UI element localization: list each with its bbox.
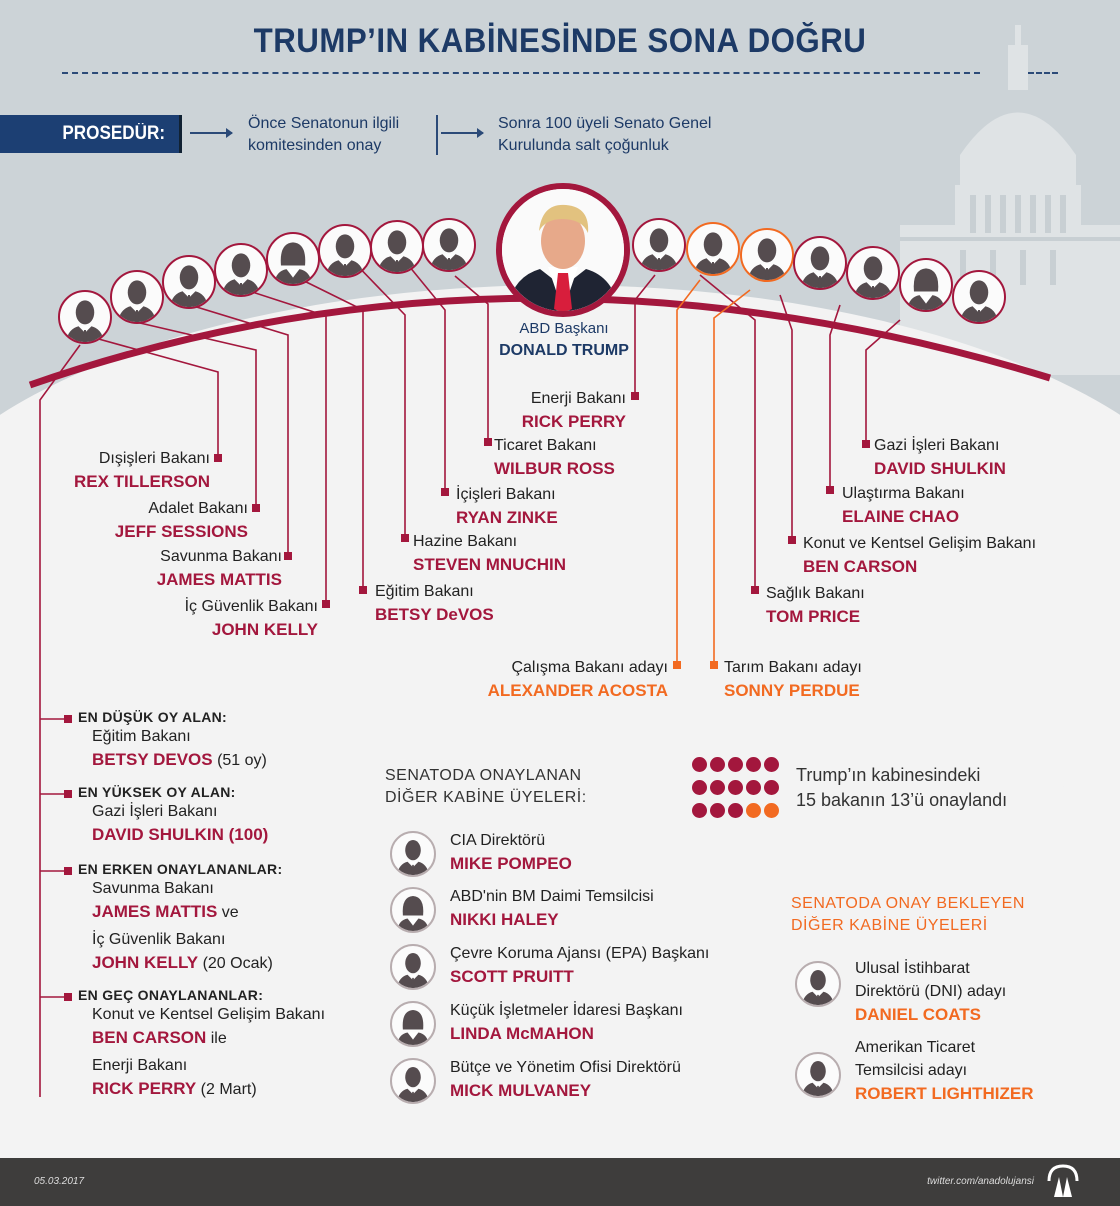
- person-male-icon: [390, 831, 436, 877]
- avatar-perry: [632, 218, 686, 272]
- cabinet-member: Hazine Bakanı STEVEN MNUCHIN: [413, 533, 567, 574]
- person-male-icon: [634, 220, 684, 270]
- avatar-mattis: [162, 255, 216, 309]
- approved-others-title: SENATODA ONAYLANAN DİĞER KABİNE ÜYELERİ:: [385, 767, 587, 806]
- cabinet-member: Savunma Bakanı JAMES MATTIS: [156, 548, 282, 589]
- person-male-icon: [795, 1052, 841, 1098]
- avatar-perdue: [740, 228, 794, 282]
- cabinet-member: Ulaştırma Bakanı ELAINE CHAO: [842, 485, 965, 526]
- avatar-zinke: [370, 220, 424, 274]
- cabinet-member: Gazi İşleri Bakanı DAVID SHULKIN: [874, 437, 1006, 478]
- stat-lowest-vote: EN DÜŞÜK OY ALAN: Eğitim Bakanı BETSY DEVOS (51 oy): [78, 709, 267, 769]
- avatar-acosta: [686, 222, 740, 276]
- anadolu-agency-logo-icon: [1046, 1163, 1080, 1199]
- cabinet-member: İçişleri Bakanı RYAN ZINKE: [456, 486, 558, 527]
- person-male-icon: [320, 226, 370, 276]
- person-female-icon: [390, 887, 436, 933]
- trump-portrait: [496, 183, 630, 317]
- cabinet-member: Sağlık Bakanı TOM PRICE: [766, 585, 865, 626]
- person-male-icon: [954, 272, 1004, 322]
- person-male-icon: [848, 248, 898, 298]
- person-male-icon: [390, 944, 436, 990]
- person-male-icon: [372, 222, 422, 272]
- publish-date: 05.03.2017: [34, 1176, 85, 1187]
- cabinet-member: Ticaret Bakanı WILBUR ROSS: [494, 437, 615, 478]
- stat-highest-vote: EN YÜKSEK OY ALAN: Gazi İşleri Bakanı DAVID SHULKIN (100): [78, 784, 269, 844]
- person-male-icon: [742, 230, 792, 280]
- pending-others-title: SENATODA ONAY BEKLEYEN DİĞER KABİNE ÜYELERİ: [791, 895, 1025, 934]
- avatar-kelly: [214, 243, 268, 297]
- person-male-icon: [390, 1058, 436, 1104]
- twitter-link[interactable]: twitter.com/anadolujansi: [927, 1176, 1034, 1187]
- procedure-label: PROSEDÜR:: [62, 123, 165, 144]
- avatar-carson: [846, 246, 900, 300]
- cabinet-member: İç Güvenlik Bakanı JOHN KELLY: [184, 598, 318, 639]
- avatar-mnuchin: [318, 224, 372, 278]
- procedure-step-2: Sonra 100 üyeli Senato Genel Kurulunda salt çoğunluk: [498, 115, 712, 154]
- person-male-icon: [424, 220, 474, 270]
- avatar-price: [793, 236, 847, 290]
- cabinet-nominee: Tarım Bakanı adayı SONNY PERDUE: [724, 659, 862, 700]
- cabinet-member: Dışişleri Bakanı REX TILLERSON: [73, 450, 210, 491]
- person-male-icon: [688, 224, 738, 274]
- footer: [0, 1158, 1120, 1206]
- avatar-ross: [422, 218, 476, 272]
- avatar-sessions: [110, 270, 164, 324]
- person-female-icon: [268, 234, 318, 284]
- page-title: TRUMP’IN KABİNESİNDE SONA DOĞRU: [253, 22, 867, 60]
- person-male-icon: [60, 292, 110, 342]
- stat-earliest: EN ERKEN ONAYLANANLAR: Savunma Bakanı JAMES MATTIS ve İç Güvenlik Bakanı JOHN KELLY (20 Ocak): [78, 861, 283, 972]
- person-female-icon: [901, 260, 951, 310]
- person-male-icon: [112, 272, 162, 322]
- person-male-icon: [164, 257, 214, 307]
- president-portrait-icon: [502, 189, 624, 311]
- cabinet-nominee: Çalışma Bakanı adayı ALEXANDER ACOSTA: [487, 659, 668, 700]
- avatar-shulkin: [952, 270, 1006, 324]
- avatar-devos: [266, 232, 320, 286]
- cabinet-member: Enerji Bakanı RICK PERRY: [521, 390, 626, 431]
- cabinet-member: Eğitim Bakanı BETSY DeVOS: [375, 583, 494, 624]
- person-female-icon: [390, 1001, 436, 1047]
- person-male-icon: [795, 961, 841, 1007]
- procedure-step-1: Önce Senatonun ilgili komitesinden onay: [248, 115, 400, 154]
- person-male-icon: [216, 245, 266, 295]
- person-male-icon: [795, 238, 845, 288]
- cabinet-member: Konut ve Kentsel Gelişim Bakanı BEN CARSON: [803, 535, 1037, 576]
- cabinet-member: Adalet Bakanı JEFF SESSIONS: [114, 500, 248, 541]
- approval-summary: Trump’ın kabinesindeki 15 bakanın 13’ü onaylandı: [796, 765, 1008, 810]
- approval-dot-grid: [690, 757, 785, 826]
- president-label: ABD Başkanı DONALD TRUMP: [499, 320, 629, 359]
- avatar-chao: [899, 258, 953, 312]
- stat-latest: EN GEÇ ONAYLANANLAR: Konut ve Kentsel Gelişim Bakanı BEN CARSON ile Enerji Bakanı RICK PERRY (2 Mart): [78, 987, 326, 1098]
- avatar-tillerson: [58, 290, 112, 344]
